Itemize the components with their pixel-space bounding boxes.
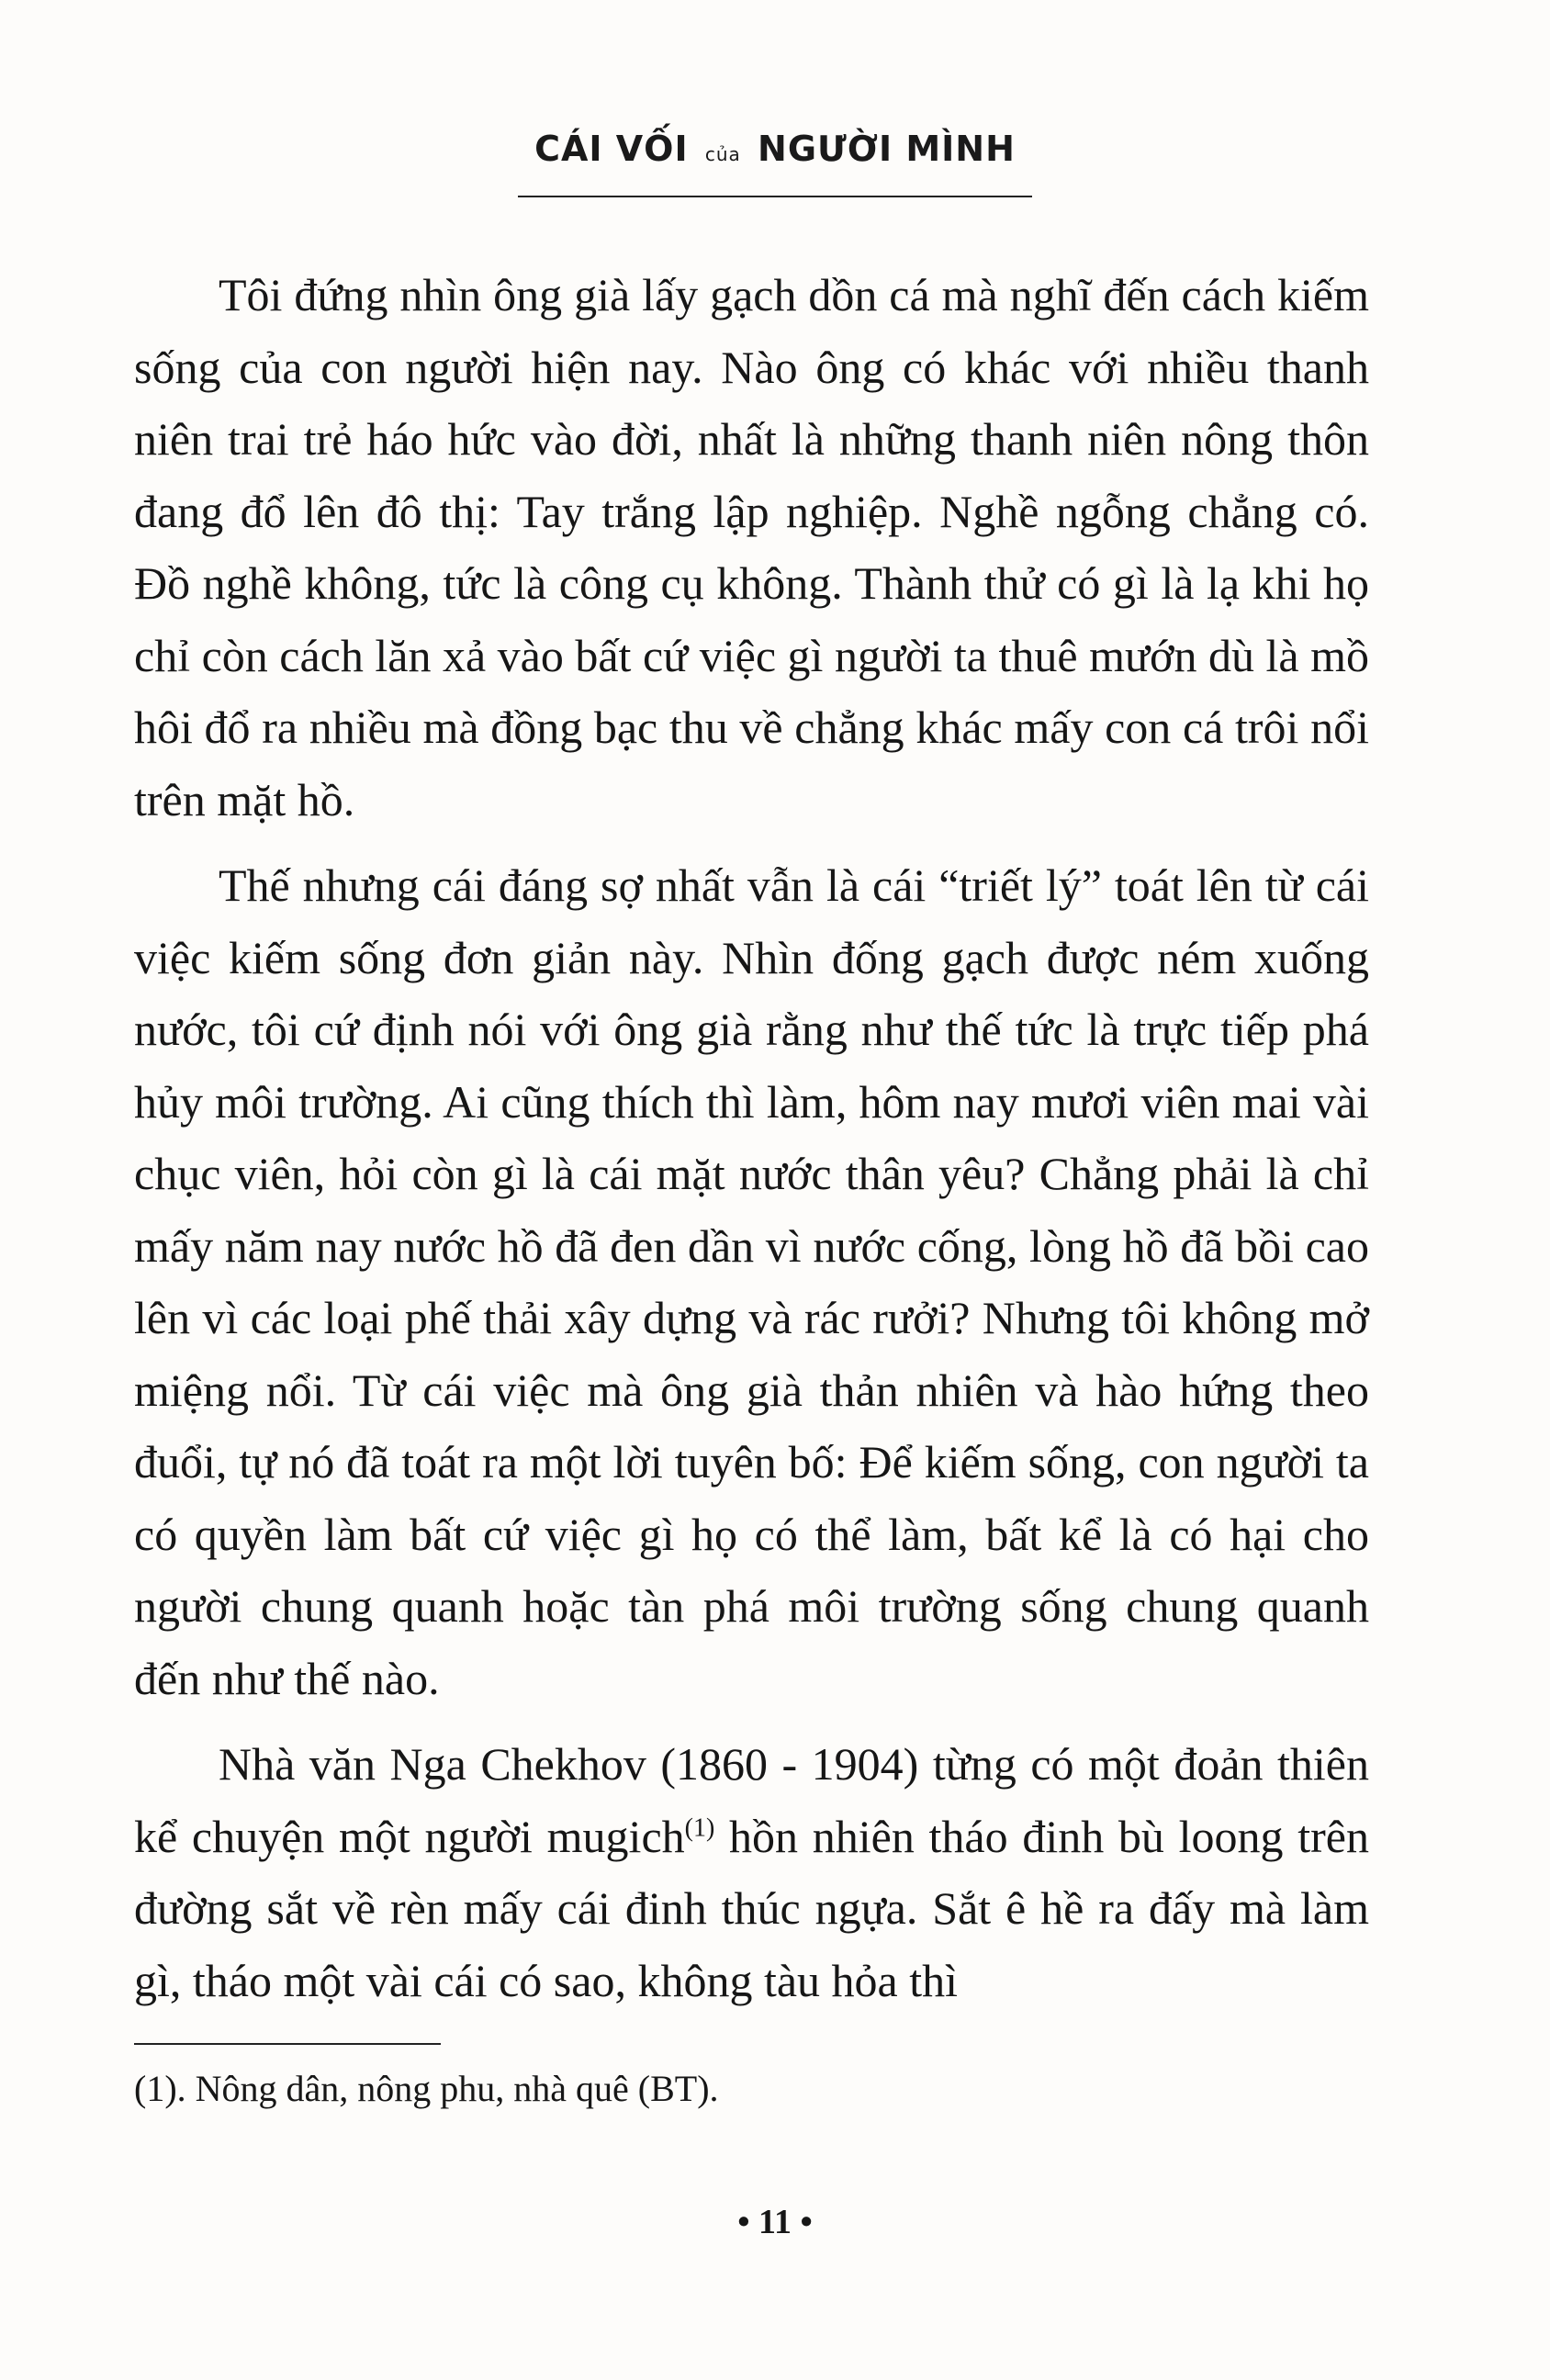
paragraph-3-start: Nhà văn Nga Chekhov (1860 - 1904) từng có một đoản thiên kể chuyện một người mugich — [134, 1738, 1369, 1862]
body-text — [134, 259, 1369, 2030]
footnote-rule — [134, 2043, 441, 2045]
header-title-part1: CÁI VỐI — [534, 129, 689, 169]
running-header — [0, 129, 1550, 169]
paragraph-2: Thế nhưng cái đáng sợ nhất vẫn là cái “triết lý” toát lên từ cái việc kiếm sống đơn giản này. Nhìn đống gạch được ném xuống nước, tôi cứ định nói với ông già rằng như thế tức là trực tiếp phá hủy môi trường. Ai cũng thích thì làm, hôm nay mươi viên mai vài chục viên, hỏi còn gì là cái mặt nước thân yêu? Chẳng phải là chỉ mấy năm nay nước hồ đã đen dần vì nước cống, lòng hồ đã bồi cao lên vì các loại phế thải xây dựng và rác rưởi? Nhưng tôi không mở miệng nổi. Từ cái việc mà ông già thản nhiên và hào hứng theo đuổi, tự nó đã toát ra một lời tuyên bố: Để kiếm sống, con người ta có quyền làm bất cứ việc gì họ có thể làm, bất kể là có hại cho người chung quanh hoặc tàn phá môi trường sống chung quanh đến như thế nào. — [134, 859, 1369, 1704]
paragraph-1: Tôi đứng nhìn ông già lấy gạch dồn cá mà nghĩ đến cách kiếm sống của con người hiện nay. Nào ông có khác với nhiều thanh niên trai trẻ háo hức vào đời, nhất là những thanh niên nông thôn đang đổ lên đô thị: Tay trắng lập nghiệp. Nghề ngỗng chẳng có. Đồ nghề không, tức là công cụ không. Thành thử có gì là lạ khi họ chỉ còn cách lăn xả vào bất cứ việc gì người ta thuê mướn dù là mồ hôi đổ ra nhiều mà đồng bạc thu về chẳng khác mấy con cá trôi nổi trên mặt hồ. — [134, 269, 1369, 825]
footnote: (1). Nông dân, nông phu, nhà quê (BT). — [134, 2068, 719, 2109]
paragraph-3-end: hồn nhiên tháo đinh bù loong trên đường sắt về rèn mấy cái đinh thúc ngựa. Sắt ê hề ra đấy mà làm gì, tháo một vài cái có sao, không tàu hỏa thì — [134, 1810, 1369, 2006]
header-title-part2: NGƯỜI MÌNH — [758, 129, 1016, 169]
page-number: • 11 • — [737, 2203, 813, 2241]
paragraph-3 — [134, 1728, 1369, 2016]
header-title-small: của — [704, 143, 741, 165]
footnote-reference: (1) — [684, 1813, 715, 1842]
header-rule — [518, 196, 1032, 197]
